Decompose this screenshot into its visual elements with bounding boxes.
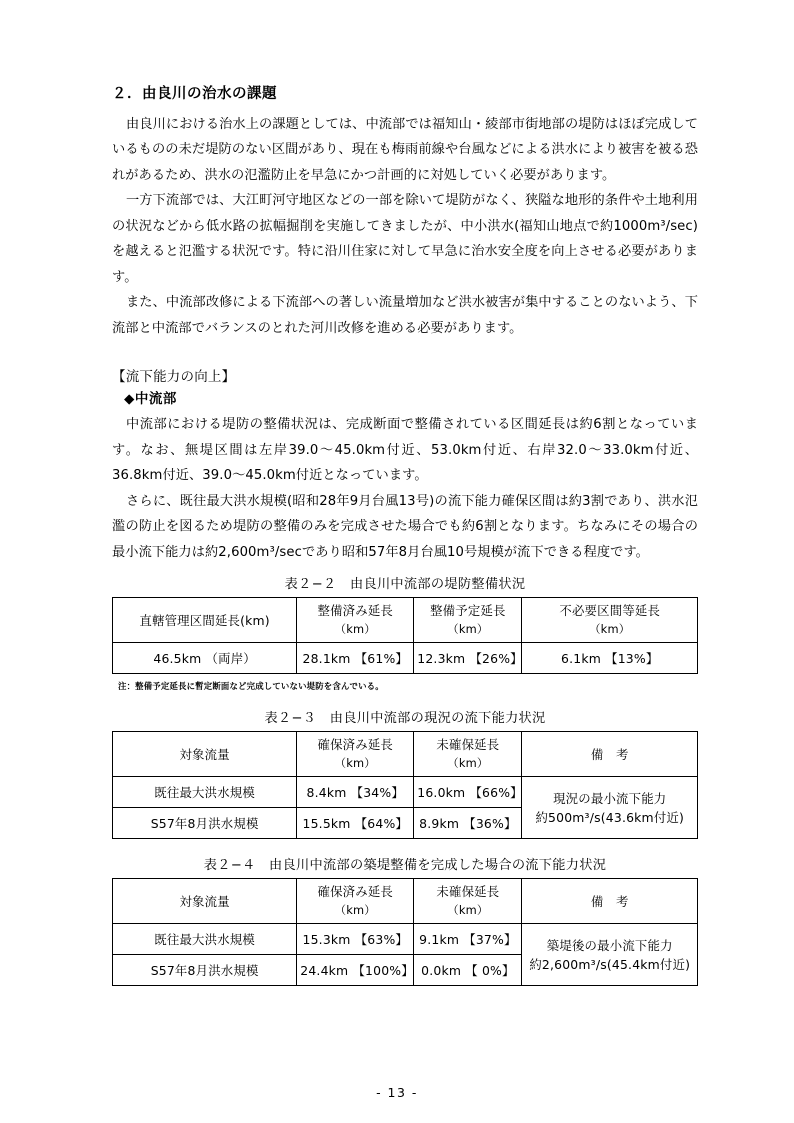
table-2-3 bbox=[112, 731, 698, 839]
spacer bbox=[112, 839, 698, 856]
remarks-line-2: 約2,600m³/s(45.4km付近) bbox=[529, 956, 691, 972]
table-2-3-header-2 bbox=[414, 732, 522, 777]
table-2-4-header-0 bbox=[113, 879, 297, 924]
table-2-3-row-0-unsecured: 16.0km 【66%】 bbox=[414, 777, 522, 808]
spacer bbox=[112, 692, 698, 709]
header-main-text: 未確保延長 bbox=[436, 884, 500, 900]
table-2-4-row-1-unsecured: 0.0km 【 0%】 bbox=[414, 955, 522, 986]
section-heading: ２．由良川の治水の課題 bbox=[112, 86, 277, 102]
header-unit-text: （km） bbox=[447, 622, 489, 637]
subsection-paragraph-2: さらに、既往最大洪水規模(昭和28年9月台風13号)の流下能力確保区間は約3割であり、洪水氾濫の防止を図るため堤防の整備のみを完成させた場合でも約6割となります。ちなみにその場合の最小流下能力は約2,600m³/secであり昭和57年8月台風10号規模が流下できる程度です。 bbox=[112, 493, 698, 560]
table-2-4-header-1 bbox=[297, 879, 414, 924]
spacer bbox=[112, 341, 698, 367]
table-2-3-caption: 表２−３ 由良川中流部の現況の流下能力状況 bbox=[264, 711, 546, 727]
header-unit-text: （km） bbox=[334, 756, 376, 771]
table-row-header bbox=[113, 598, 698, 643]
table-2-4-header-3 bbox=[522, 879, 698, 924]
table-2-2-header-1 bbox=[297, 598, 414, 643]
table-2-4-remarks bbox=[522, 924, 698, 986]
table-2-2-header-3 bbox=[522, 598, 698, 643]
paragraph-2: 一方下流部では、大江町河守地区などの一部を除いて堤防がなく、狭隘な地形的条件や土地利用の状況などから低水路の拡幅掘削を実施してきましたが、中小洪水(福知山地点で約1000m³/sec)を越えると氾濫する状況です。特に沿川住家に対して早急に治水安全度を向上させる必要があります。 bbox=[112, 193, 698, 285]
header-unit-text: （km） bbox=[447, 903, 489, 918]
table-row bbox=[113, 643, 698, 674]
header-main-text: 備 考 bbox=[590, 893, 629, 909]
table-2-3-header-3 bbox=[522, 732, 698, 777]
header-main-text: 備 考 bbox=[590, 746, 629, 762]
table-2-3-row-0-secured: 8.4km 【34%】 bbox=[297, 777, 414, 808]
table-2-4-row-0-unsecured: 9.1km 【37%】 bbox=[414, 924, 522, 955]
header-main-text: 未確保延長 bbox=[436, 737, 500, 753]
table-2-4-row-1-secured: 24.4km 【100%】 bbox=[297, 955, 414, 986]
remarks-line-1: 現況の最小流下能力 bbox=[553, 790, 667, 806]
table-row bbox=[113, 924, 698, 955]
table-row bbox=[113, 777, 698, 808]
header-main-text: 不必要区間等延長 bbox=[559, 603, 661, 619]
table-2-2-caption: 表２−２ 由良川中流部の堤防整備状況 bbox=[284, 577, 526, 593]
table-2-2-cell-3: 6.1km 【13%】 bbox=[522, 643, 698, 674]
header-unit-text: （km） bbox=[334, 903, 376, 918]
table-2-2-cell-0: 46.5km （両岸） bbox=[113, 643, 297, 674]
table-2-4-row-1-label: S57年8月洪水規模 bbox=[113, 955, 297, 986]
table-2-2-note: 注：整備予定延長に暫定断面など完成していない堤防を含んでいる。 bbox=[118, 681, 384, 692]
table-2-2-cell-2: 12.3km 【26%】 bbox=[414, 643, 522, 674]
table-2-4 bbox=[112, 878, 698, 986]
header-main-text: 整備済み延長 bbox=[317, 603, 394, 619]
table-2-2 bbox=[112, 597, 698, 674]
header-unit-text: （km） bbox=[334, 622, 376, 637]
table-2-3-row-1-secured: 15.5km 【64%】 bbox=[297, 808, 414, 839]
table-2-2-header-2 bbox=[414, 598, 522, 643]
spacer bbox=[112, 565, 698, 575]
page-number: - 13 - bbox=[376, 1085, 418, 1100]
header-main-text: 対象流量 bbox=[179, 893, 230, 909]
table-2-3-row-1-label: S57年8月洪水規模 bbox=[113, 808, 297, 839]
table-2-4-row-0-label: 既往最大洪水規模 bbox=[113, 924, 297, 955]
table-2-4-row-0-secured: 15.3km 【63%】 bbox=[297, 924, 414, 955]
table-row-header bbox=[113, 732, 698, 777]
header-main-text: 対象流量 bbox=[179, 746, 230, 762]
remarks-line-2: 約500m³/s(43.6km付近) bbox=[535, 809, 685, 825]
subsection-paragraph-1: 中流部における堤防の整備状況は、完成断面で整備されている区間延長は約6割となっています。なお、無堤区間は左岸39.0～45.0km付近、53.0km付近、右岸32.0～33.0km付近、36.8km付近、39.0～45.0km付近となっています。 bbox=[112, 417, 698, 484]
bracket-heading: 【流下能力の向上】 bbox=[112, 369, 236, 386]
table-2-3-row-0-label: 既往最大洪水規模 bbox=[113, 777, 297, 808]
table-2-3-header-1 bbox=[297, 732, 414, 777]
table-2-4-caption: 表２−４ 由良川中流部の築堤整備を完成した場合の流下能力状況 bbox=[203, 858, 607, 874]
header-main-text: 確保済み延長 bbox=[317, 884, 394, 900]
table-2-4-header-2 bbox=[414, 879, 522, 924]
table-2-3-row-1-unsecured: 8.9km 【36%】 bbox=[414, 808, 522, 839]
page-content bbox=[112, 84, 698, 986]
diamond-heading: ◆中流部 bbox=[124, 390, 177, 407]
header-unit-text: （km） bbox=[589, 622, 631, 637]
paragraph-1: 由良川における治水上の課題としては、中流部では福知山・綾部市街地部の堤防はほぼ完成しているものの未だ堤防のない区間があり、現在も梅雨前線や台風などによる洪水により被害を被る恐れがあるため、洪水の氾濫防止を早急にかつ計画的に対処していく必要があります。 bbox=[112, 116, 698, 183]
table-row-header bbox=[113, 879, 698, 924]
table-2-3-remarks bbox=[522, 777, 698, 839]
paragraph-3: また、中流部改修による下流部への著しい流量増加など洪水被害が集中することのないよう、下流部と中流部でバランスのとれた河川改修を進める必要があります。 bbox=[112, 295, 698, 336]
remarks-line-1: 築堤後の最小流下能力 bbox=[546, 937, 673, 953]
header-main-text: 整備予定延長 bbox=[430, 603, 506, 619]
header-main-text: 直轄管理区間延長(km) bbox=[139, 612, 270, 628]
header-unit-text: （km） bbox=[447, 756, 489, 771]
table-2-3-header-0 bbox=[113, 732, 297, 777]
table-2-2-header-0 bbox=[113, 598, 297, 643]
header-main-text: 確保済み延長 bbox=[317, 737, 394, 753]
table-2-2-cell-1: 28.1km 【61%】 bbox=[297, 643, 414, 674]
